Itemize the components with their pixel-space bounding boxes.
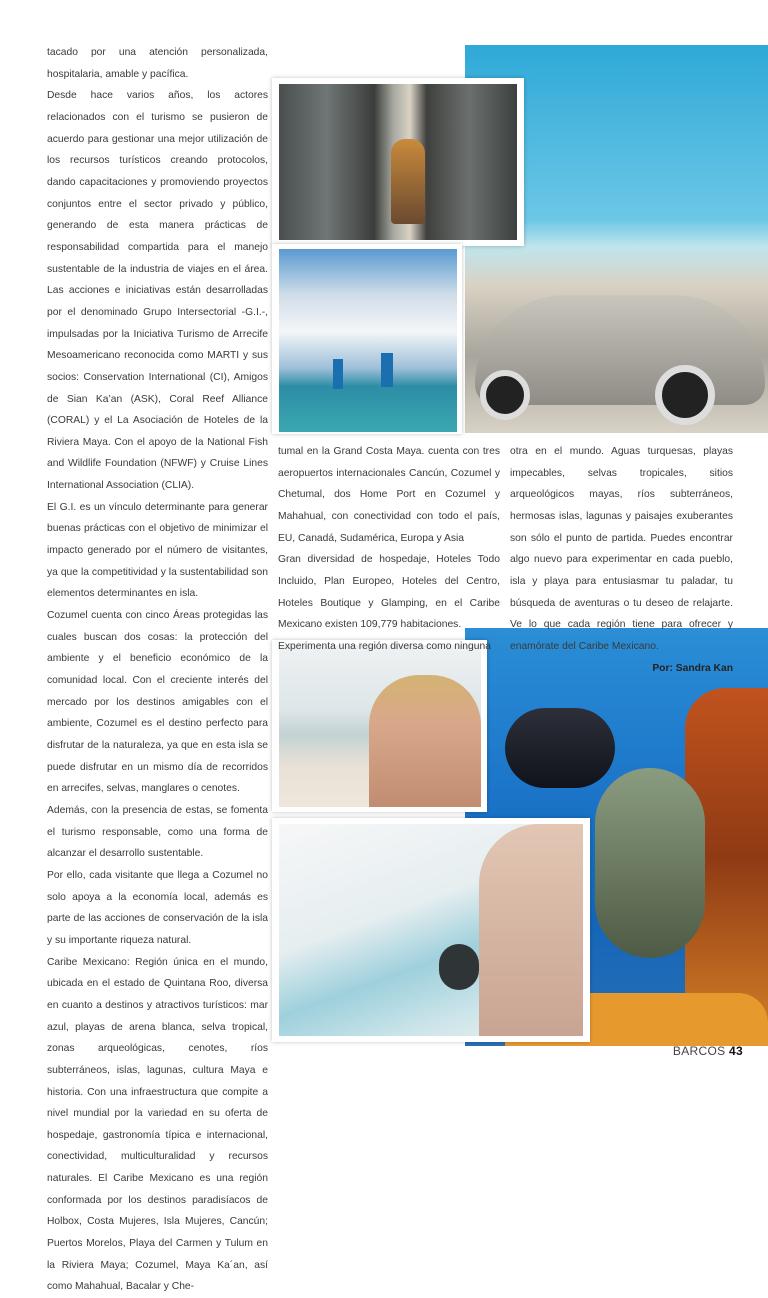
car-wheel xyxy=(480,370,530,420)
car-wheel xyxy=(655,365,715,425)
paragraph: El G.I. es un vínculo determinante para generar buenas prácticas con el objetivo de minimizar el impacto generado por el número de visitantes, ya que la competitividad y la sustentabilidad son elementos determinantes en isla. xyxy=(47,501,268,600)
dancer-figure xyxy=(391,139,425,224)
fins-right xyxy=(381,353,393,387)
paragraph: Caribe Mexicano: Región única en el mundo, ubicada en el estado de Quintana Roo, diversa en cuanto a destinos y atractivos turísticos: mar azul, playas de arena blanca, selva tropical, zonas arqueológicas, cenotes, ríos subterráneos, islas, lagunas, cultura Maya e historia. Con una infraestructura que compite a nivel mundial por la variedad en su oferta de hospedaje, gastronomía típica e internacional, conectividad, multiculturalidad y recursos naturales. El Caribe Mexicano es una región conformada por los destinos paradisíacos de Holbox, Costa Mujeres, Isla Mujeres, Cancún; Puertos Morelos, Playa del Carmen y Tulum en la Riviera Maya; Cozumel, Maya Ka´an, así como Mahahual, Bacalar y Che- xyxy=(47,956,268,1293)
diver-shape xyxy=(505,708,615,788)
hand-shape xyxy=(479,824,583,1036)
author-byline: Por: Sandra Kan xyxy=(652,662,733,674)
paragraph: otra en el mundo. Aguas turquesas, playas impecables, selvas tropicales, sitios arqueológicos mayas, ríos subterráneos, hermosas islas, lagunas y paisajes exuberantes son sólo el punto de partida. Puedes encontrar algo nuevo para experimentar en cada pueblo, isla y playa para entusiasmar tu paladar, tu búsqueda de aventuras o tu deseo de relajarte. Ve lo que cada región tiene para ofrecer y enamórate del Caribe Mexicano. xyxy=(510,446,733,652)
woman-figure xyxy=(369,675,481,807)
paragraph: Por ello, cada visitante que llega a Cozumel no solo apoya a la economía local, además es parte de las acciones de conservación de la isla y su importante riqueza natural. xyxy=(47,869,268,946)
paragraph: Desde hace varios años, los actores relacionados con el turismo se pusieron de acuerdo para gestionar una mejor utilización de los recursos turísticos creando protocolos, dando capacitaciones y promoviendo proyectos conjuntos entre el sector privado y público, generando de esta manera prácticas de responsabilidad compartida para el manejo sustentable de la industria de viajes en el área. Las acciones e iniciativas están desarrolladas por el denominado Grupo Intersectorial -G.I.-, impulsadas por la Iniciativa Turismo de Arrecife Mesoamericano reconocida como MARTI y sus socios: Conservation International (CI), Amigos de Sian Ka’an (ASK), Coral Reef Alliance (CORAL) y el La Asociación de Hoteles de la Riviera Maya. Con el apoyo de la National Fish and Wildlife Foundation (NFWF) y Cruise Lines International Association (CLIA). xyxy=(47,90,268,492)
photo-hatchling-turtle xyxy=(279,824,583,1036)
hatchling-shape xyxy=(439,944,479,990)
paragraph: Experimenta una región diversa como ninguna xyxy=(278,640,491,652)
magazine-name: BARCOS xyxy=(672,1044,726,1058)
paragraph: tumal en la Grand Costa Maya. cuenta con tres aeropuertos internacionales Cancún, Cozumel y Chetumal, dos Home Port en Cozumel y Mahahual, con conectividad con todo el país, EU, Canadá, Sudamérica, Europa y Asia xyxy=(278,446,500,544)
paragraph: Gran diversidad de hospedaje, Hoteles Todo Incluido, Plan Europeo, Hoteles del Centro, Hoteles Boutique y Glamping, en el Caribe Mexicano existen 109,779 habitaciones. xyxy=(278,554,500,631)
turtle-shape xyxy=(595,768,705,958)
paragraph: tacado por una atención personalizada, hospitalaria, amable y pacífica. xyxy=(47,47,268,80)
photo-woman-phone-beach xyxy=(279,645,481,807)
article-column-right xyxy=(510,441,733,679)
fins-left xyxy=(333,359,343,389)
paragraph: Cozumel cuenta con cinco Áreas protegidas las cuales buscan dos cosas: la protección del ambiente y el beneficio económico de la comunidad local. Con el creciente interés del mercado por los destinos amigables con el ambiente, Cozumel es el destino perfecto para disfrutar de la naturaleza, ya que en esta isla se puede disfrutar en un mismo día de recorridos en arrecifes, selvas, manglares o cenotes. xyxy=(47,610,268,795)
photo-maya-doorway xyxy=(279,84,517,240)
article-column-left xyxy=(47,42,268,1298)
paragraph: Además, con la presencia de estas, se fomenta el turismo responsable, como una forma de alcanzar el desarrollo sustentable. xyxy=(47,804,268,860)
page-footer xyxy=(673,1044,743,1058)
page-number: 43 xyxy=(729,1044,743,1058)
article-column-middle xyxy=(278,441,500,658)
photo-legs-in-sea xyxy=(279,249,457,432)
